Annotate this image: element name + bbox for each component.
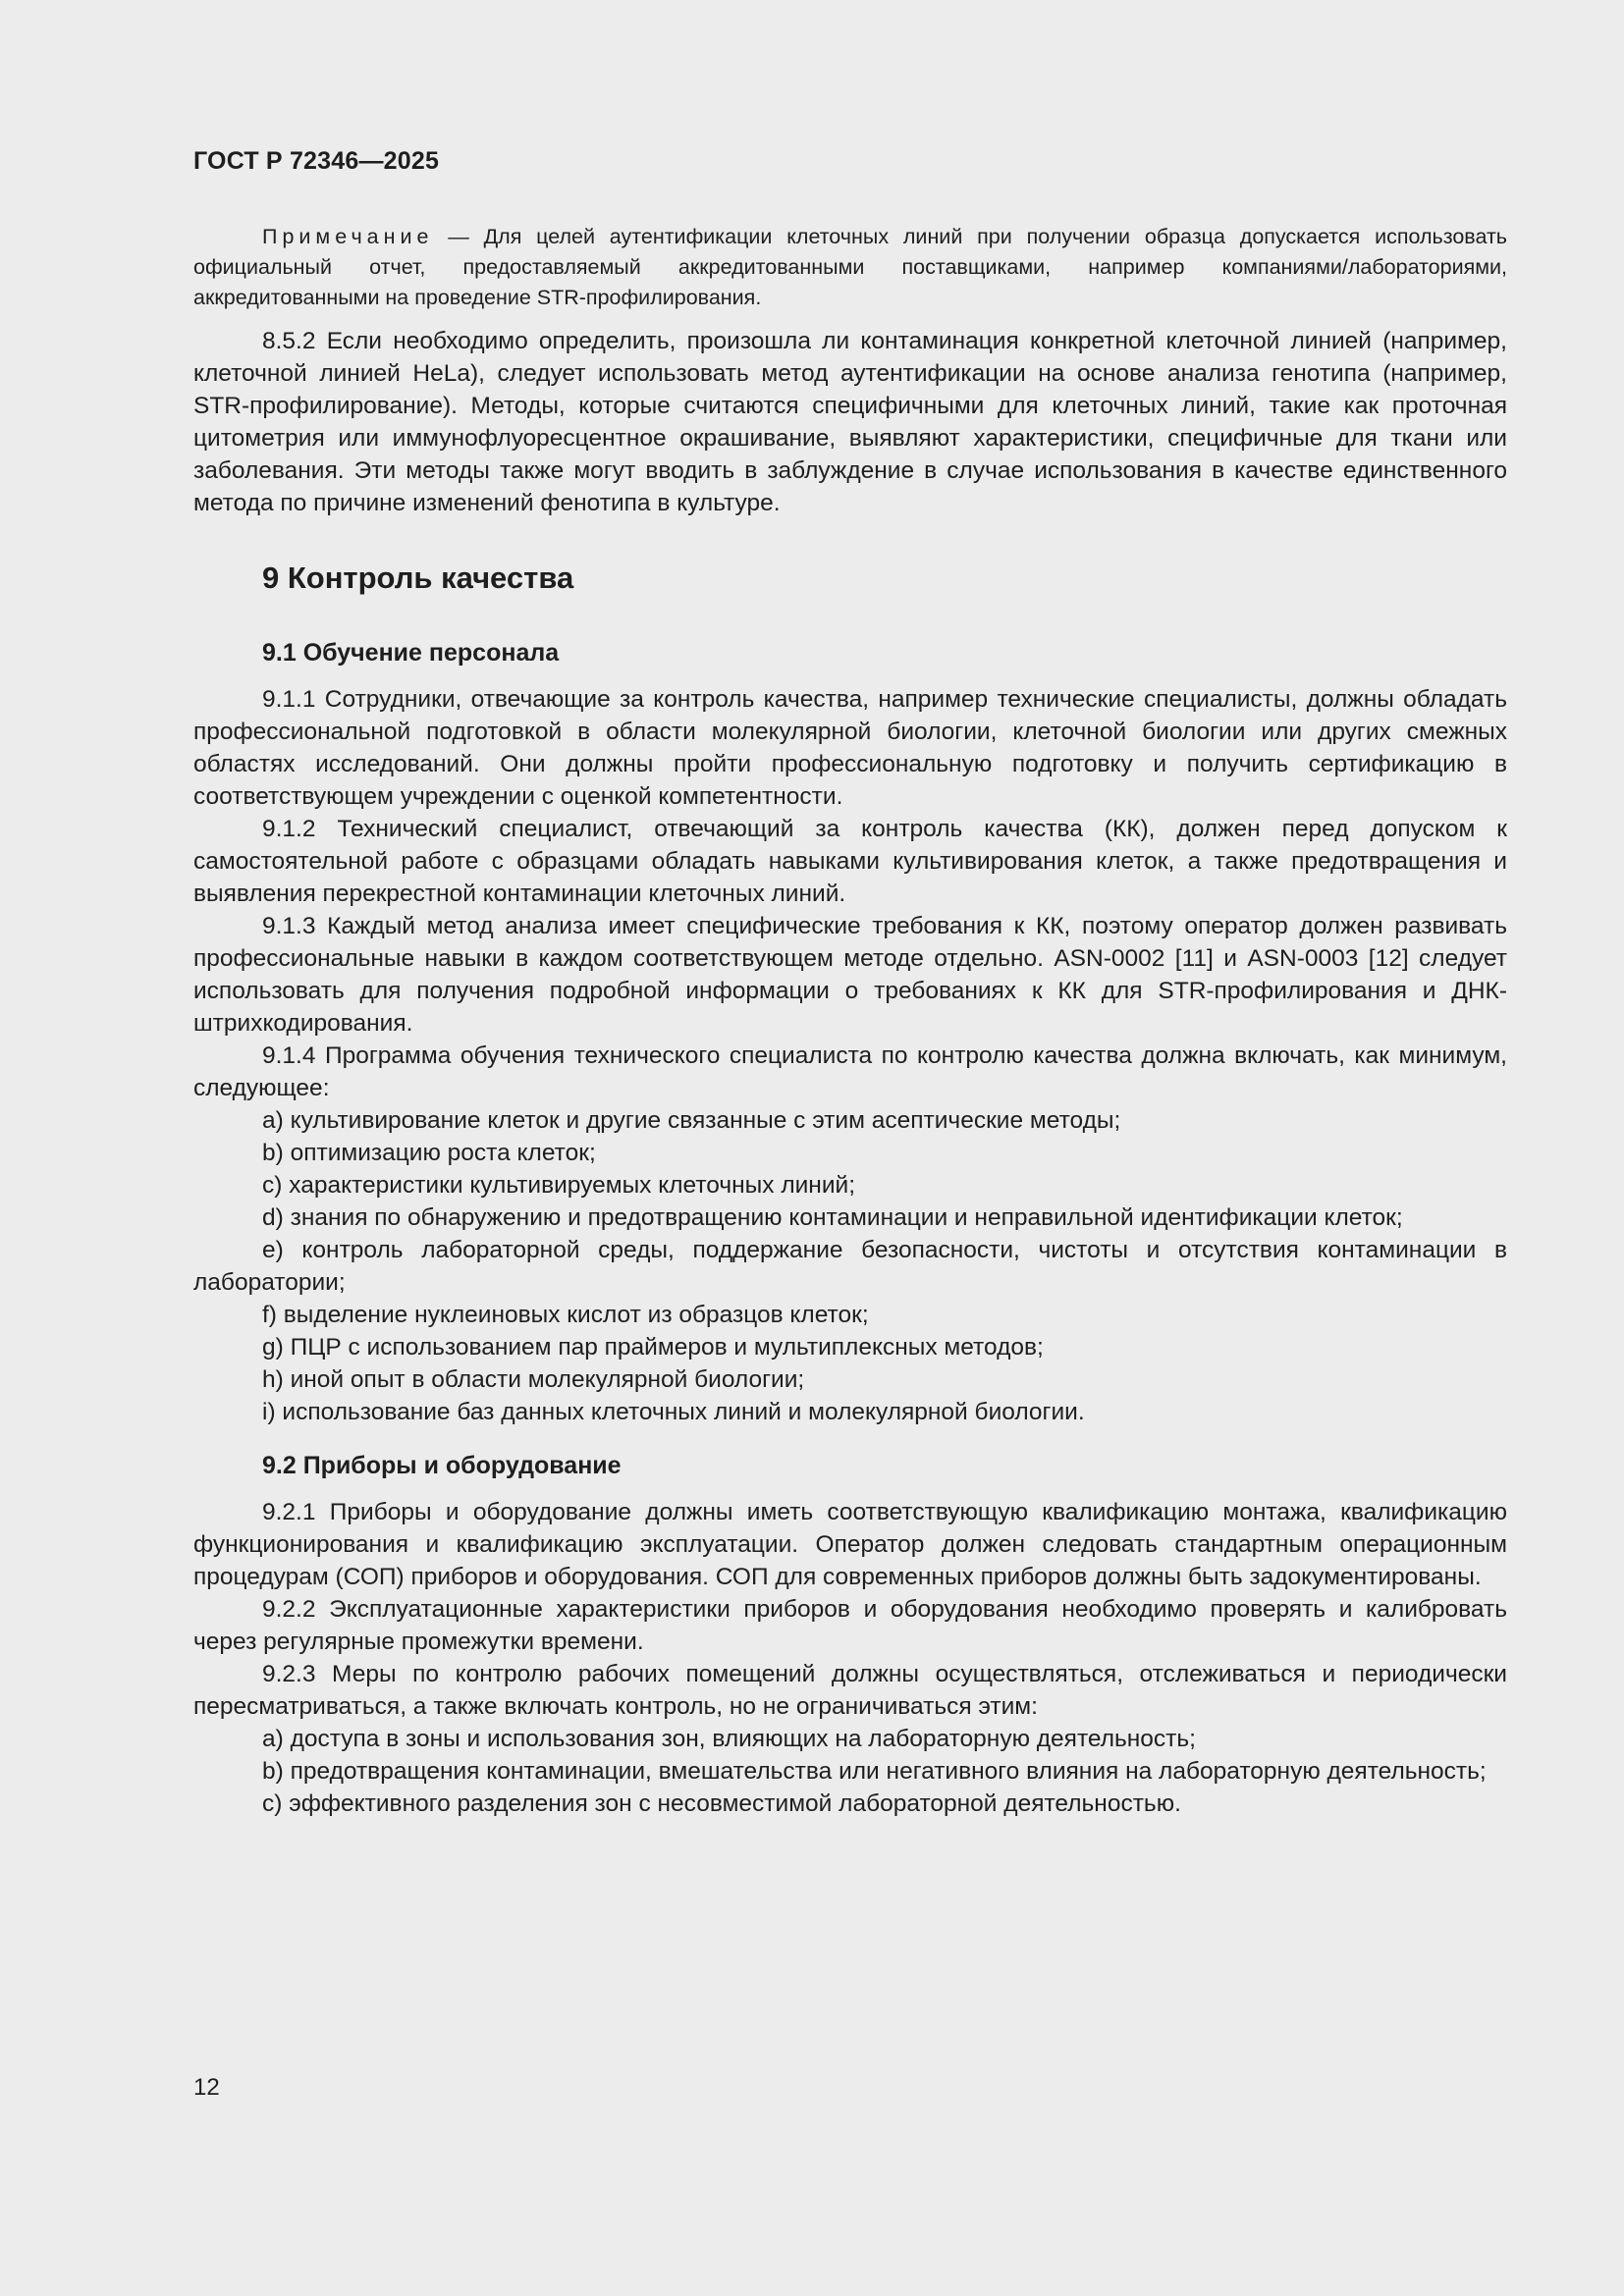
page-number: 12 bbox=[193, 2074, 220, 2101]
list-item: b) оптимизацию роста клеток; bbox=[262, 1140, 596, 1166]
paragraph-9-2-3: 9.2.3 Меры по контролю рабочих помещений должны осуществляться, отслеживаться и периодически пересматриваться, а также включать контроль, но не ограничиваться этим: bbox=[193, 1661, 1507, 1720]
note-dash: — bbox=[433, 225, 484, 248]
list-item: a) доступа в зоны и использования зон, влияющих на лабораторную деятельность; bbox=[262, 1726, 1196, 1752]
note-paragraph bbox=[193, 222, 1507, 313]
list-item: h) иной опыт в области молекулярной биологии; bbox=[262, 1366, 805, 1393]
section-9-title: 9 Контроль качества bbox=[262, 561, 574, 595]
page-content bbox=[193, 222, 1507, 1820]
list-item: f) выделение нуклеиновых кислот из образцов клеток; bbox=[262, 1302, 869, 1328]
list-item: d) знания по обнаружению и предотвращению контаминации и неправильной идентификации клеток; bbox=[262, 1204, 1403, 1231]
list-item: c) характеристики культивируемых клеточных линий; bbox=[262, 1172, 856, 1199]
list-item: i) использование баз данных клеточных линий и молекулярной биологии. bbox=[262, 1399, 1085, 1425]
list-item: c) эффективного разделения зон с несовместимой лабораторной деятельностью. bbox=[262, 1790, 1181, 1817]
note-label: Примечание bbox=[262, 225, 434, 248]
list-item: g) ПЦР с использованием пар праймеров и мультиплексных методов; bbox=[262, 1334, 1044, 1361]
paragraph-9-2-2: 9.2.2 Эксплуатационные характеристики приборов и оборудования необходимо проверять и калибровать через регулярные промежутки времени. bbox=[193, 1596, 1507, 1655]
paragraph-8-5-2: 8.5.2 Если необходимо определить, произошла ли контаминация конкретной клеточной линией (например, клеточной линией HeLa), следует использовать метод аутентификации на основе анализа генотипа (например, STR-профилирование). Методы, которые считаются специфичными для клеточных линий, такие как проточная цитометрия или иммунофлуоресцентное окрашивание, выявляют характеристики, специфичные для ткани или заболевания. Эти методы также могут вводить в заблуждение в случае использования в качестве единственного метода по причине изменений фенотипа в культуре. bbox=[193, 328, 1507, 516]
paragraph-9-1-3: 9.1.3 Каждый метод анализа имеет специфические требования к КК, поэтому оператор должен развивать профессиональные навыки в каждом соответствующем методе отдельно. ASN-0002 [11] и ASN-0003 [12] следует использовать для получения подробной информации о требованиях к КК для STR-профилирования и ДНК-штрихкодирования. bbox=[193, 913, 1507, 1037]
list-item: b) предотвращения контаминации, вмешательства или негативного влияния на лабораторную деятельность; bbox=[262, 1758, 1487, 1785]
list-item: e) контроль лабораторной среды, поддержание безопасности, чистоты и отсутствия контаминации в лаборатории; bbox=[193, 1237, 1507, 1296]
section-9-1-title: 9.1 Обучение персонала bbox=[262, 639, 560, 667]
paragraph-9-2-1: 9.2.1 Приборы и оборудование должны иметь соответствующую квалификацию монтажа, квалификацию функционирования и квалификацию эксплуатации. Оператор должен следовать стандартным операционным процедурам (СОП) приборов и оборудования. СОП для современных приборов должны быть задокументированы. bbox=[193, 1499, 1507, 1590]
document-header: ГОСТ Р 72346—2025 bbox=[193, 147, 440, 175]
paragraph-9-1-1: 9.1.1 Сотрудники, отвечающие за контроль качества, например технические специалисты, должны обладать профессиональной подготовкой в области молекулярной биологии, клеточной биологии или других смежных областях исследований. Они должны пройти профессиональную подготовку и получить сертификацию в соответствующем учреждении с оценкой компетентности. bbox=[193, 686, 1507, 810]
section-9-2-title: 9.2 Приборы и оборудование bbox=[262, 1452, 622, 1479]
paragraph-9-1-2: 9.1.2 Технический специалист, отвечающий за контроль качества (КК), должен перед допуском к самостоятельной работе с образцами обладать навыками культивирования клеток, а также предотвращения и выявления перекрестной контаминации клеточных линий. bbox=[193, 816, 1507, 907]
list-item: a) культивирование клеток и другие связанные с этим асептические методы; bbox=[262, 1107, 1121, 1134]
note-text: Для целей аутентификации клеточных линий при получении образца допускается использовать официальный отчет, предоставляемый аккредитованными поставщиками, например компаниями/лабораториями, аккредитованными на проведение STR-профилирования. bbox=[193, 225, 1507, 309]
paragraph-9-1-4: 9.1.4 Программа обучения технического специалиста по контролю качества должна включать, как минимум, следующее: bbox=[193, 1042, 1507, 1101]
